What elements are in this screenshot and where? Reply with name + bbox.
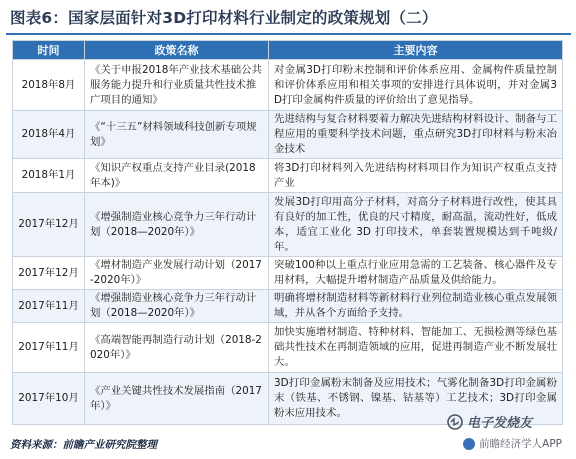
table-row: [13, 193, 563, 257]
row-time: 2018年4月: [13, 111, 85, 159]
source-note: 资料来源：前瞻产业研究院整理: [10, 439, 157, 451]
table-header-row: [13, 41, 563, 60]
row-time: 2017年12月: [13, 193, 85, 257]
header-main-content: 主要内容: [269, 41, 563, 60]
table-row: [13, 159, 563, 193]
row-content: 将3D打印材料列入先进结构材料项目作为知识产权重点支持产业: [269, 159, 563, 193]
circuit-logo-icon: [447, 414, 463, 430]
row-policy-name: 《产业关键共性技术发展指南（2017年）》: [85, 373, 269, 425]
row-content: 先进结构与复合材料要着力解决先进结构材料设计、制备与工程应用的重要科学技术问题，重点研究3D打印材料与粉末冶金技术: [269, 111, 563, 159]
chart-title: 图表6：国家层面针对3D打印材料行业制定的政策规划（二）: [10, 9, 438, 27]
table-row: [13, 111, 563, 159]
table-row: [13, 60, 563, 111]
row-policy-name: 《“十三五”材料领域科技创新专项规划》: [85, 111, 269, 159]
row-policy-name: 《知识产权重点支持产业目录(2018年本)》: [85, 159, 269, 193]
title-divider: [6, 33, 571, 35]
table-row: [13, 290, 563, 323]
table-row: [13, 323, 563, 373]
row-policy-name: 《增强制造业核心竞争力三年行动计划（2018—2020年）》: [85, 193, 269, 257]
policy-table: [12, 40, 563, 425]
watermark-logo: [447, 412, 532, 431]
header-time: 时间: [13, 41, 85, 60]
brand-logo-icon: [463, 438, 475, 450]
row-policy-name: 《高端智能再制造行动计划（2018-2020年）》: [85, 323, 269, 373]
row-content: 对金属3D打印粉末控制和评价体系应用、金属构件质量控制和评价体系应用和相关事项的安排进行具体说明，并对金属3D打印金属构件质量的评价给出了意见指导。: [269, 60, 563, 111]
row-content: 突破100种以上重点行业应用急需的工艺装备、核心器件及专用材料，大幅提升增材制造产品质量及供给能力。: [269, 257, 563, 290]
row-content: 3D打印金属粉末制备及应用技术；气雾化制备3D打印金属粉末（铁基、不锈钢、镍基、钴基等）工艺技术；3D打印金属粉末应用技术。: [269, 373, 563, 425]
row-time: 2017年11月: [13, 323, 85, 373]
row-policy-name: 《增强制造业核心竞争力三年行动计划（2018—2020年）》: [85, 290, 269, 323]
header-policy-name: 政策名称: [85, 41, 269, 60]
row-content: 加快实施增材制造、特种材料、智能加工、无损检测等绿色基础共性技术在再制造领域的应用，促进再制造产业不断发展壮大。: [269, 323, 563, 373]
row-content: 发展3D打印用高分子材料，对高分子材料进行改性，使其具有良好的加工性，优良的尺寸精度，耐高温，流动性好，低成本，适宜工业化 3D 打印技术，单套装置规模达到千吨级/年。: [269, 193, 563, 257]
row-policy-name: 《增材制造产业发展行动计划（2017-2020年）》: [85, 257, 269, 290]
row-content: 明确将增材制造材料等新材料行业列位制造业核心重点发展领域，并从各个方面给予支持。: [269, 290, 563, 323]
row-time: 2017年10月: [13, 373, 85, 425]
brand-credit: [463, 436, 562, 451]
table-row: [13, 257, 563, 290]
watermark-text: 电子发烧友: [466, 416, 532, 431]
brand-name: 前瞻经济学人APP: [479, 438, 562, 450]
row-time: 2018年1月: [13, 159, 85, 193]
row-policy-name: 《关于申报2018年产业技术基础公共服务能力提升和行业质量共性技术推广项目的通知》: [85, 60, 269, 111]
row-time: 2018年8月: [13, 60, 85, 111]
row-time: 2017年11月: [13, 290, 85, 323]
row-time: 2017年12月: [13, 257, 85, 290]
